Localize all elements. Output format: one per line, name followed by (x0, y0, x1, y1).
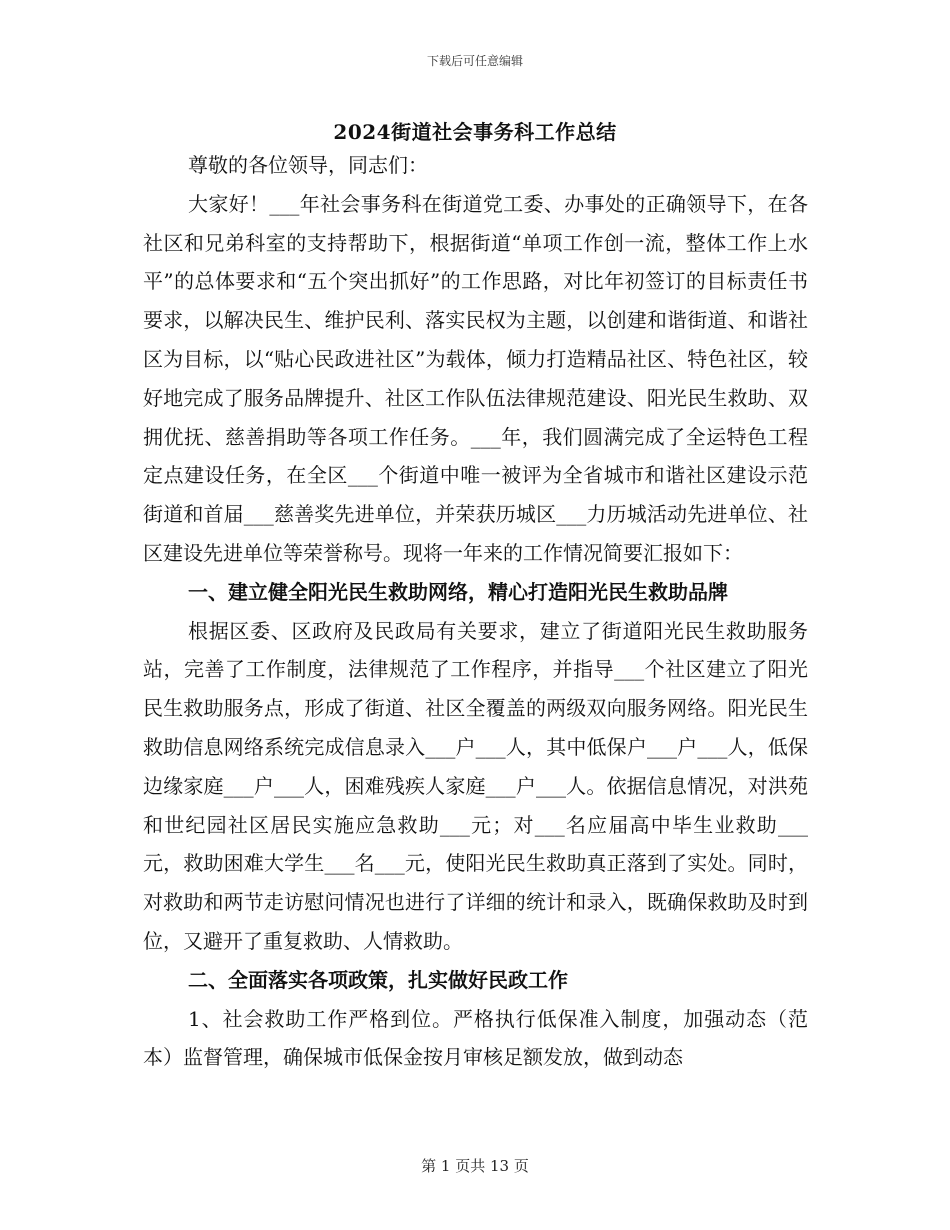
paragraph-intro: 大家好！___年社会事务科在街道党工委、办事处的正确领导下，在各社区和兄弟科室的支持帮助下，根据街道“单项工作创一流，整体工作上水平”的总体要求和“五个突出抓好”的工作思路，对比年初签订的目标责任书要求，以解决民生、维护民利、落实民权为主题，以创建和谐街道、和谐社区为目标，以“贴心民政进社区”为载体，倾力打造精品社区、特色社区，较好地完成了服务品牌提升、社区工作队伍法律规范建设、阳光民生救助、双拥优抚、慈善捐助等各项工作任务。___年，我们圆满完成了全运特色工程定点建设任务，在全区___个街道中唯一被评为全省城市和谐社区建设示范街道和首届___慈善奖先进单位，并荣获历城区___力历城活动先进单位、社区建设先进单位等荣誉称号。现将一年来的工作情况简要汇报如下： (143, 191, 808, 565)
paragraph-section-1: 根据区委、区政府及民政局有关要求，建立了街道阳光民生救助服务站，完善了工作制度，法律规范了工作程序，并指导___个社区建立了阳光民生救助服务点，形成了街道、社区全覆盖的两级双向服务网络。阳光民生救助信息网络系统完成信息录入___户___人，其中低保户___户___人，低保边缘家庭___户___人，困难残疾人家庭___户___人。依据信息情况，对洪苑和世纪园社区居民实施应急救助___元；对___名应届高中毕生业救助___元，救助困难大学生___名___元，使阳光民生救助真正落到了实处。同时，对救助和两节走访慰问情况也进行了详细的统计和录入，既确保救助及时到位，又避开了重复救助、人情救助。 (143, 618, 808, 953)
section-heading-1: 一、建立健全阳光民生救助网络，精心打造阳光民生救助品牌 (188, 579, 728, 604)
paragraph-section-2: 1、社会救助工作严格到位。严格执行低保准入制度，加强动态（范本）监督管理，确保城市低保金按月审核足额发放，做到动态 (143, 1006, 808, 1070)
page-header-note: 下载后可任意编辑 (426, 54, 523, 68)
section-heading-2: 二、全面落实各项政策，扎实做好民政工作 (188, 967, 568, 992)
page-number: 第 1 页共 13 页 (421, 1157, 529, 1175)
document-title: 2024街道社会事务科工作总结 (333, 120, 617, 144)
greeting: 尊敬的各位领导，同志们： (188, 153, 428, 177)
document-body (143, 146, 808, 1077)
